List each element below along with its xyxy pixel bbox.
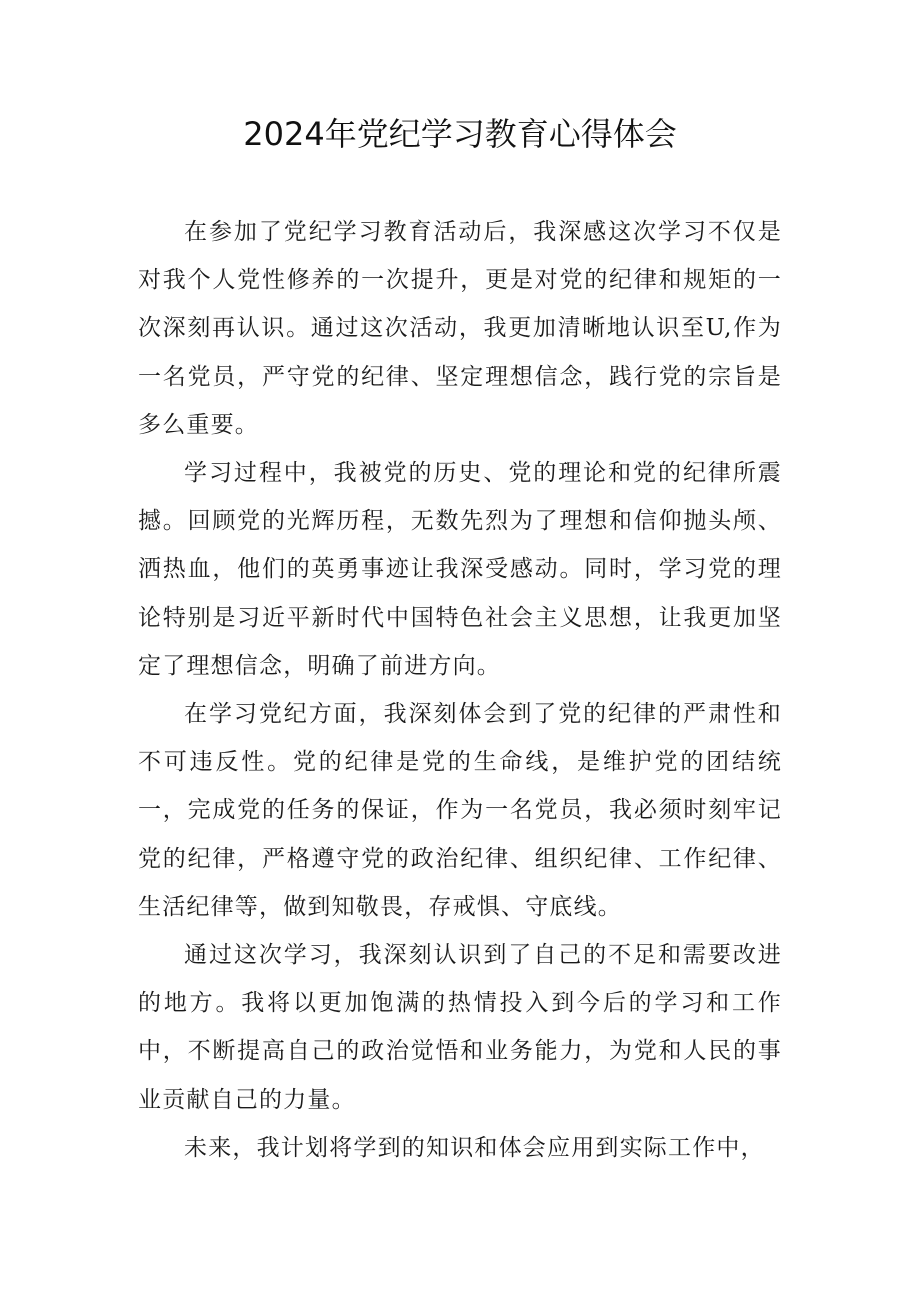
document-body [138, 208, 782, 1172]
paragraph-1: 在参加了党纪学习教育活动后，我深感这次学习不仅是对我个人党性修养的一次提升，更是对党的纪律和规矩的一次深刻再认识。通过这次活动，我更加清晰地认识至U,作为一名党员，严守党的纪律、坚定理想信念，践行党的宗旨是多么重要。 [138, 219, 782, 438]
paragraph-2: 学习过程中，我被党的历史、党的理论和党的纪律所震撼。回顾党的光辉历程，无数先烈为了理想和信仰抛头颅、洒热血，他们的英勇事迹让我深受感动。同时，学习党的理论特别是习近平新时代中国特色社会主义思想，让我更加坚定了理想信念，明确了前进方向。 [138, 460, 782, 679]
paragraph-5: 未来，我计划将学到的知识和体会应用到实际工作中， [184, 1134, 765, 1161]
paragraph-4: 通过这次学习，我深刻认识到了自己的不足和需要改进的地方。我将以更加饱满的热情投入到今后的学习和工作中，不断提高自己的政治觉悟和业务能力，为党和人民的事业贡献自己的力量。 [138, 942, 782, 1113]
paragraph-3: 在学习党纪方面，我深刻体会到了党的纪律的严肃性和不可违反性。党的纪律是党的生命线，是维护党的团结统一，完成党的任务的保证，作为一名党员，我必须时刻牢记党的纪律，严格遵守党的政治纪律、组织纪律、工作纪律、生活纪律等，做到知敬畏，存戒惧、守底线。 [138, 701, 782, 920]
document-title: 2024年党纪学习教育心得体会 [243, 115, 677, 153]
